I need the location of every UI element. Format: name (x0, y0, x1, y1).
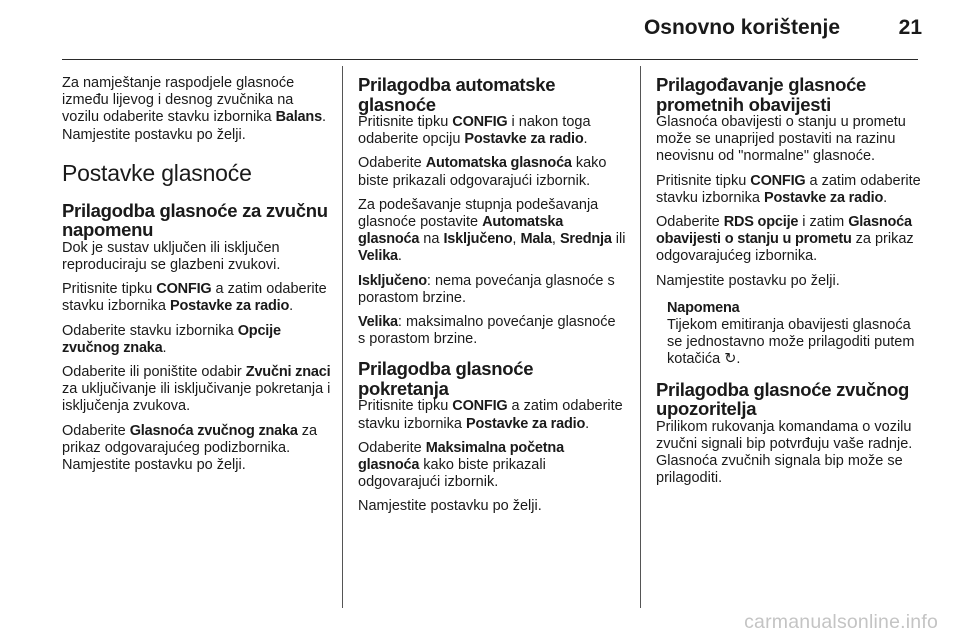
column-2 (358, 75, 626, 523)
section-title: Postavke glasnoće (62, 159, 252, 186)
column-3 (656, 75, 924, 494)
paragraph: Pritisnite tipku CONFIG a zatim odaberite stavku izbornika Postavke za radio. (358, 398, 623, 432)
rotary-knob-icon: ↻ (724, 351, 737, 368)
paragraph: Odaberite RDS opcije i zatim Glasnoća obavijesti o stanju u prometu za prikaz odgovarajućeg izbornika. (656, 214, 914, 265)
column-divider-1 (342, 66, 343, 608)
paragraph: Pritisnite tipku CONFIG a zatim odaberite stavku izbornika Postavke za radio. (62, 281, 327, 315)
paragraph-balance: Za namještanje raspodjele glasnoće između lijevog i desnog zvučnika na vozilu odaberite stavku izbornika Balans. Namjestite postavku po želji. (62, 75, 326, 143)
paragraph: Odaberite Automatska glasnoća kako biste prikazali odgovarajući izbornik. (358, 155, 607, 189)
header-divider (62, 59, 918, 60)
paragraph: Odaberite stavku izbornika Opcije zvučnog znaka. (62, 322, 281, 356)
paragraph: Odaberite Glasnoća zvučnog znaka za prikaz odgovarajućeg podizbornika. Namjestite postavku po želji. (62, 422, 318, 474)
column-divider-2 (640, 66, 641, 608)
heading-warning-volume: Prilagodba glasnoće zvučnog upozoritelja (656, 378, 910, 420)
heading-traffic-volume: Prilagođavanje glasnoće prometnih obavijesti (656, 74, 867, 115)
heading-beep-volume: Prilagodba glasnoće za zvučnu napomenu (62, 199, 328, 241)
heading-auto-volume: Prilagodba automatske glasnoće (358, 74, 556, 115)
paragraph: Namjestite postavku po želji. (656, 272, 840, 289)
note-title: Napomena (667, 299, 740, 316)
paragraph: Odaberite ili poništite odabir Zvučni znaci za uključivanje ili isključivanje pokretanja i isključenja zvukova. (62, 364, 331, 415)
paragraph: Prilikom rukovanja komandama o vozilu zvučni signali bip potvrđuju vaše radnje. Glasnoća zvučnih signala bip može se prilagoditi. (656, 418, 913, 487)
watermark: carmanualsonline.info (744, 611, 938, 633)
note-text: Tijekom emitiranja obavijesti glasnoća se jednostavno može prilagoditi putem kotačića ↻. (667, 317, 915, 368)
paragraph: Pritisnite tipku CONFIG a zatim odaberite stavku izbornika Postavke za radio. (656, 172, 921, 206)
paragraph: Dok je sustav uključen ili isključen reproduciraju se glazbeni zvukovi. (62, 239, 281, 274)
paragraph: Namjestite postavku po želji. (358, 498, 542, 515)
paragraph: Glasnoća obavijesti o stanju u prometu može se unaprijed postaviti na razinu neovisnu od "normalne" glasnoće. (656, 114, 906, 165)
paragraph: Isključeno: nema povećanja glasnoće s porastom brzine. (358, 272, 615, 306)
paragraph: Velika: maksimalno povećanje glasnoće s porastom brzine. (358, 314, 616, 348)
page-number: 21 (898, 16, 922, 39)
paragraph: Odaberite Maksimalna početna glasnoća kako biste prikazali odgovarajući izbornik. (358, 439, 564, 491)
paragraph: Za podešavanje stupnja podešavanja glasnoće postavite Automatska glasnoća na Isključeno, Mala, Srednja ili Velika. (358, 196, 626, 265)
paragraph: Pritisnite tipku CONFIG i nakon toga odaberite opciju Postavke za radio. (358, 114, 591, 148)
page-header-title: Osnovno korištenje (643, 16, 840, 39)
column-1 (62, 75, 332, 481)
note-box (667, 300, 924, 369)
heading-startup-volume: Prilagodba glasnoće pokretanja (358, 358, 534, 399)
